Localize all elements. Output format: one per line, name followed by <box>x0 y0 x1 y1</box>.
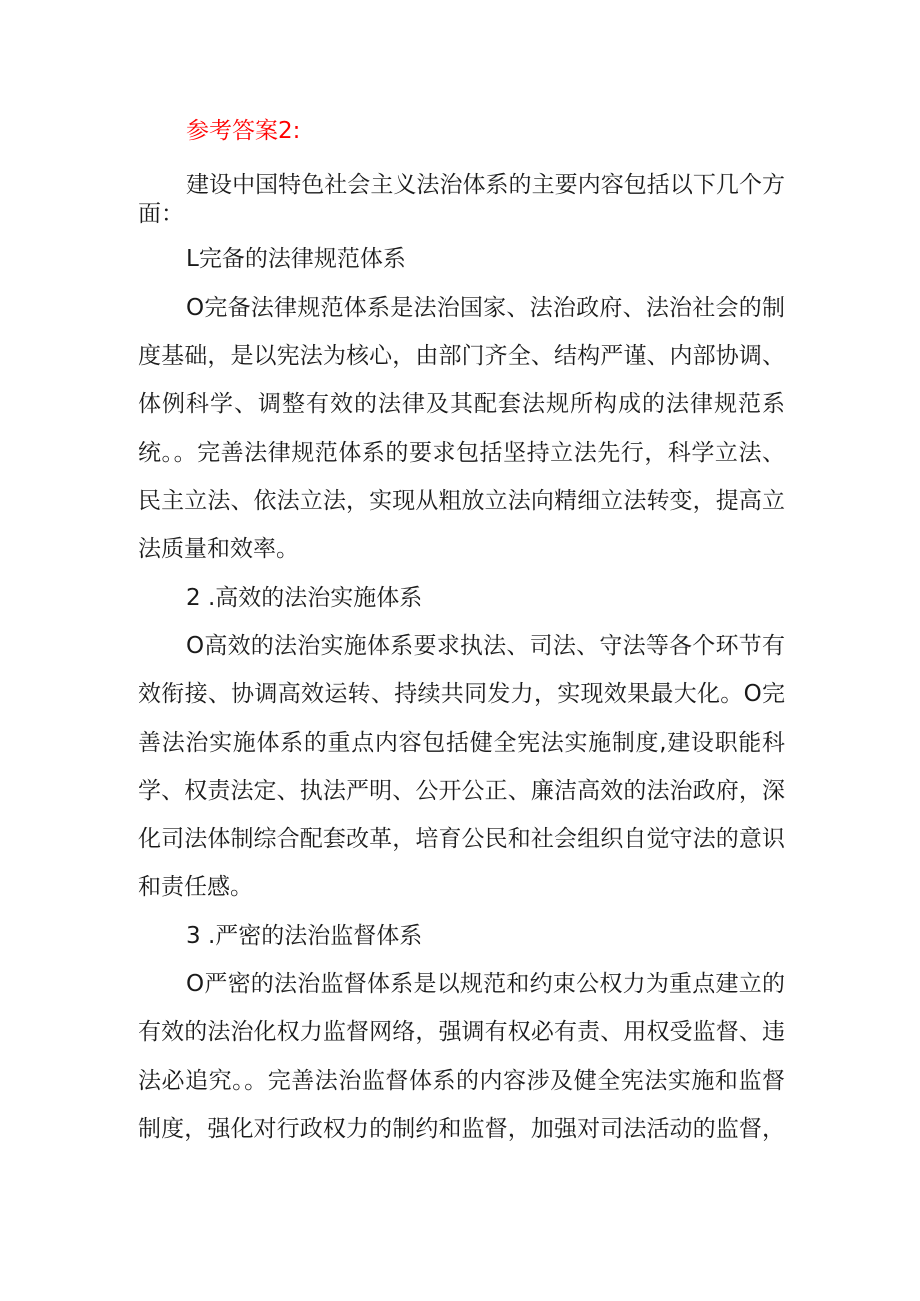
paragraph-line: 法必追究。。完善法治监督体系的内容涉及健全宪法实施和监督 <box>138 1068 785 1094</box>
paragraph-line: 有效的法治化权力监督网络，强调有权必有责、用权受监督、违 <box>138 1019 785 1045</box>
paragraph-line: O完备法律规范体系是法治国家、法治政府、法治社会的制 <box>186 295 785 321</box>
paragraph-line: 善法治实施体系的重点内容包括健全宪法实施制度,建设职能科 <box>138 730 785 756</box>
intro-line: 面： <box>138 201 184 227</box>
paragraph-line: 学、权责法定、执法严明、公开公正、廉洁高效的法治政府，深 <box>138 778 785 804</box>
paragraph-line: O高效的法治实施体系要求执法、司法、守法等各个环节有 <box>186 633 785 659</box>
paragraph-line: 体例科学、调整有效的法律及其配套法规所构成的法律规范系 <box>138 391 785 417</box>
paragraph-line: O严密的法治监督体系是以规范和约束公权力为重点建立的 <box>186 971 785 997</box>
paragraph-line: 度基础，是以宪法为核心，由部门齐全、结构严谨、内部协调、 <box>138 343 785 369</box>
section-title: 3 .严密的法治监督体系 <box>186 923 423 949</box>
paragraph-line: 法质量和效率。 <box>138 536 299 562</box>
intro-line: 建设中国特色社会主义法治体系的主要内容包括以下几个方 <box>186 172 785 198</box>
paragraph-line: 效衔接、协调高效运转、持续共同发力，实现效果最大化。O完 <box>138 681 785 707</box>
section-title: L完备的法律规范体系 <box>186 246 406 272</box>
paragraph-line: 民主立法、依法立法，实现从粗放立法向精细立法转变，提高立 <box>138 488 785 514</box>
paragraph-line: 制度，强化对行政权力的制约和监督，加强对司法活动的监督， <box>138 1116 785 1142</box>
answer-heading: 参考答案2: <box>186 118 301 144</box>
paragraph-line: 统。。完善法律规范体系的要求包括坚持立法先行，科学立法、 <box>138 440 785 466</box>
paragraph-line: 和责任感。 <box>138 874 253 900</box>
section-title: 2 .高效的法治实施体系 <box>186 585 423 611</box>
paragraph-line: 化司法体制综合配套改革，培育公民和社会组织自觉守法的意识 <box>138 826 785 852</box>
